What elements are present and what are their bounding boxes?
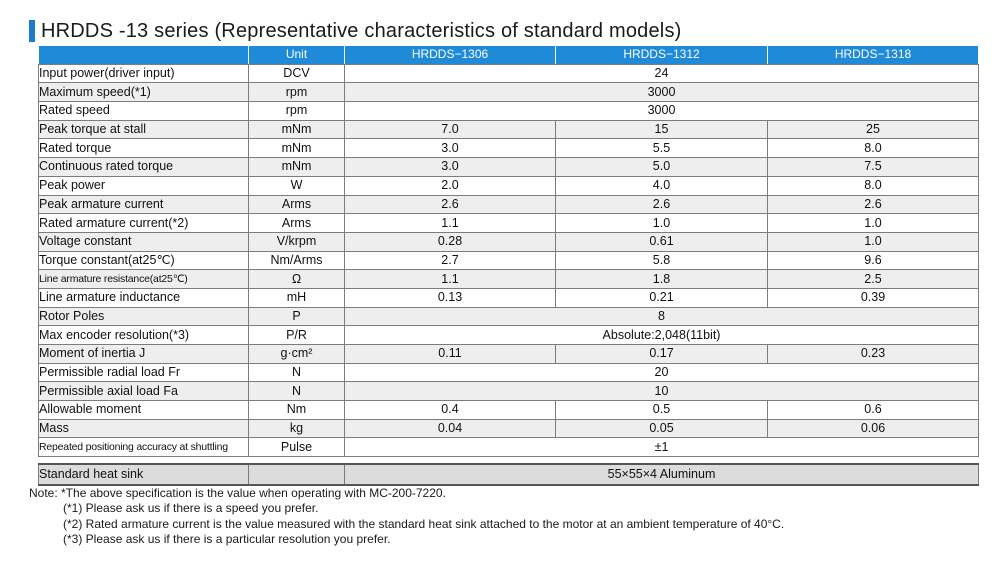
row-merged-value: 24	[345, 64, 979, 83]
row-label: Rated speed	[39, 102, 249, 121]
table-row	[39, 307, 979, 326]
heat-sink-label: Standard heat sink	[39, 464, 249, 485]
table-row	[39, 251, 979, 270]
row-value: 5.8	[556, 251, 768, 270]
note-main: Note: *The above specification is the value when operating with MC-200-7220.	[29, 486, 446, 500]
row-value: 1.0	[768, 214, 979, 233]
row-unit: Pulse	[249, 438, 345, 457]
title-accent-bar	[29, 20, 35, 42]
row-value: 1.0	[556, 214, 768, 233]
row-unit: kg	[249, 419, 345, 438]
row-value: 0.04	[345, 419, 556, 438]
table-row	[39, 83, 979, 102]
header-blank-cell	[39, 46, 249, 65]
table-row	[39, 120, 979, 139]
row-label: Mass	[39, 419, 249, 438]
row-value: 8.0	[768, 139, 979, 158]
row-value: 7.5	[768, 158, 979, 177]
page-title-wrap	[29, 18, 682, 44]
note-3: (*3) Please ask us if there is a particular resolution you prefer.	[63, 531, 391, 546]
row-value: 0.4	[345, 401, 556, 420]
row-merged-value: ±1	[345, 438, 979, 457]
heat-sink-unit-blank	[249, 464, 345, 485]
row-value: 1.0	[768, 232, 979, 251]
row-unit: g·cm²	[249, 345, 345, 364]
row-value: 2.6	[556, 195, 768, 214]
row-label: Peak armature current	[39, 195, 249, 214]
header-model-1306: HRDDS−1306	[345, 46, 556, 65]
row-label: Allowable moment	[39, 401, 249, 420]
row-value: 0.05	[556, 419, 768, 438]
row-value: 7.0	[345, 120, 556, 139]
row-merged-value: 10	[345, 382, 979, 401]
spec-table	[38, 45, 979, 486]
table-row	[39, 232, 979, 251]
row-label: Moment of inertia J	[39, 345, 249, 364]
row-label: Repeated positioning accuracy at shuttling	[39, 438, 249, 457]
table-row	[39, 401, 979, 420]
row-label: Maximum speed(*1)	[39, 83, 249, 102]
row-merged-value: 3000	[345, 83, 979, 102]
row-unit: mNm	[249, 158, 345, 177]
row-unit: N	[249, 363, 345, 382]
header-unit: Unit	[249, 46, 345, 65]
row-value: 0.17	[556, 345, 768, 364]
row-label: Rated armature current(*2)	[39, 214, 249, 233]
row-merged-value: 8	[345, 307, 979, 326]
row-label: Line armature resistance(at25℃)	[39, 270, 249, 289]
row-value: 25	[768, 120, 979, 139]
table-row	[39, 419, 979, 438]
row-label: Peak torque at stall	[39, 120, 249, 139]
table-row	[39, 102, 979, 121]
spec-table-body	[39, 64, 979, 485]
row-unit: Nm	[249, 401, 345, 420]
row-unit: P	[249, 307, 345, 326]
page-title: HRDDS -13 series (Representative characteristics of standard models)	[41, 19, 682, 42]
row-unit: mNm	[249, 120, 345, 139]
row-value: 0.39	[768, 288, 979, 307]
row-label: Peak power	[39, 176, 249, 195]
row-unit: P/R	[249, 326, 345, 345]
table-row	[39, 195, 979, 214]
row-value: 0.06	[768, 419, 979, 438]
row-merged-value: 3000	[345, 102, 979, 121]
row-value: 0.5	[556, 401, 768, 420]
heat-sink-value: 55×55×4 Aluminum	[345, 464, 979, 485]
table-row	[39, 288, 979, 307]
table-row	[39, 270, 979, 289]
row-unit: N	[249, 382, 345, 401]
notes-block	[29, 486, 784, 547]
table-gap-row	[39, 457, 979, 465]
row-unit: Nm/Arms	[249, 251, 345, 270]
row-label: Max encoder resolution(*3)	[39, 326, 249, 345]
row-value: 5.0	[556, 158, 768, 177]
row-value: 5.5	[556, 139, 768, 158]
row-value: 2.6	[768, 195, 979, 214]
row-value: 2.0	[345, 176, 556, 195]
row-value: 15	[556, 120, 768, 139]
row-label: Rotor Poles	[39, 307, 249, 326]
row-unit: mH	[249, 288, 345, 307]
row-merged-value: Absolute:2,048(11bit)	[345, 326, 979, 345]
row-label: Voltage constant	[39, 232, 249, 251]
row-value: 0.23	[768, 345, 979, 364]
row-value: 2.7	[345, 251, 556, 270]
row-unit: DCV	[249, 64, 345, 83]
table-row	[39, 158, 979, 177]
row-value: 3.0	[345, 139, 556, 158]
row-value: 0.61	[556, 232, 768, 251]
row-value: 2.6	[345, 195, 556, 214]
table-row	[39, 438, 979, 457]
row-value: 4.0	[556, 176, 768, 195]
note-2: (*2) Rated armature current is the value measured with the standard heat sink attached to the motor at an ambient temperature of 40°C.	[63, 516, 785, 531]
row-unit: V/krpm	[249, 232, 345, 251]
row-label: Rated torque	[39, 139, 249, 158]
row-unit: rpm	[249, 83, 345, 102]
header-model-1318: HRDDS−1318	[768, 46, 979, 65]
note-1: (*1) Please ask us if there is a speed you prefer.	[63, 501, 319, 516]
row-unit: Arms	[249, 195, 345, 214]
heat-sink-row	[39, 464, 979, 485]
row-value: 0.21	[556, 288, 768, 307]
table-row	[39, 214, 979, 233]
row-value: 2.5	[768, 270, 979, 289]
table-row	[39, 363, 979, 382]
row-unit: W	[249, 176, 345, 195]
row-value: 0.11	[345, 345, 556, 364]
row-merged-value: 20	[345, 363, 979, 382]
row-label: Permissible radial load Fr	[39, 363, 249, 382]
table-row	[39, 345, 979, 364]
gap-cell	[39, 457, 979, 465]
row-unit: Arms	[249, 214, 345, 233]
row-value: 0.13	[345, 288, 556, 307]
row-value: 0.28	[345, 232, 556, 251]
row-value: 1.1	[345, 270, 556, 289]
row-label: Torque constant(at25℃)	[39, 251, 249, 270]
row-value: 8.0	[768, 176, 979, 195]
table-row	[39, 139, 979, 158]
row-unit: mNm	[249, 139, 345, 158]
header-model-1312: HRDDS−1312	[556, 46, 768, 65]
table-row	[39, 64, 979, 83]
row-value: 3.0	[345, 158, 556, 177]
row-value: 9.6	[768, 251, 979, 270]
row-label: Input power(driver input)	[39, 64, 249, 83]
row-value: 1.8	[556, 270, 768, 289]
table-row	[39, 382, 979, 401]
table-row	[39, 176, 979, 195]
row-value: 0.6	[768, 401, 979, 420]
row-label: Continuous rated torque	[39, 158, 249, 177]
row-value: 1.1	[345, 214, 556, 233]
table-header-row	[39, 46, 979, 65]
table-row	[39, 326, 979, 345]
row-unit: rpm	[249, 102, 345, 121]
row-label: Permissible axial load Fa	[39, 382, 249, 401]
row-unit: Ω	[249, 270, 345, 289]
row-label: Line armature inductance	[39, 288, 249, 307]
